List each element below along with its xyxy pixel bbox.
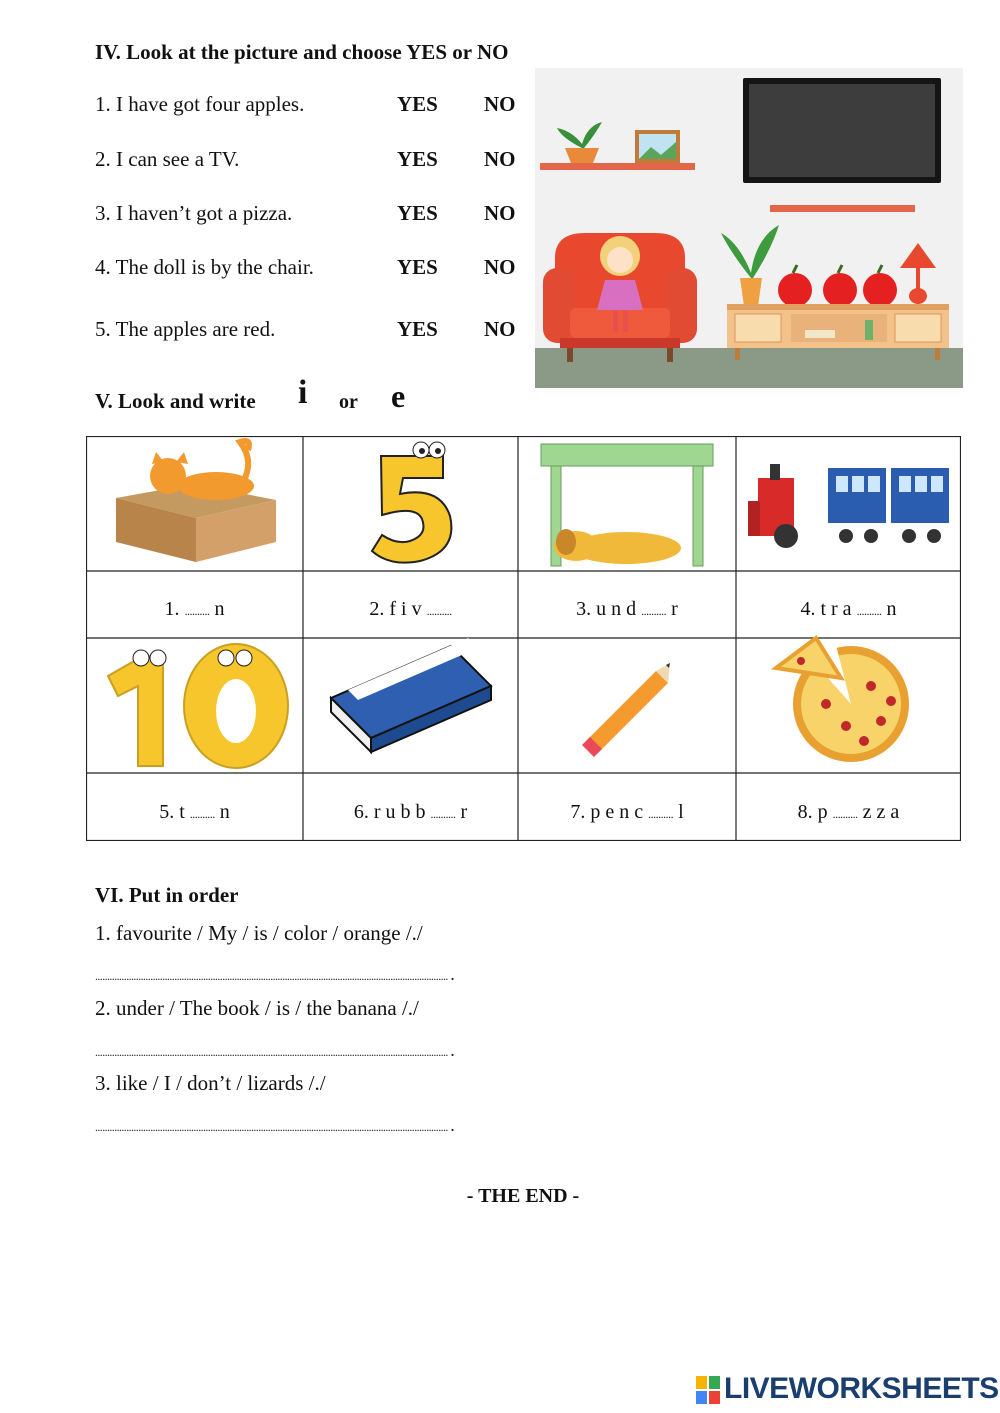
word-card-8[interactable] — [736, 801, 961, 824]
word-card-3[interactable] — [518, 598, 736, 621]
card-6-prefix: 6. r u b b — [353, 801, 426, 823]
no-option-4[interactable]: NO — [484, 255, 516, 279]
no-option-3[interactable]: NO — [484, 201, 516, 225]
train-picture — [748, 464, 949, 548]
the-end-text: - THE END - — [466, 1185, 580, 1207]
question-5: 5. The apples are red. — [95, 317, 276, 341]
no-option-2[interactable]: NO — [484, 147, 516, 171]
pencil-picture — [582, 663, 670, 757]
answer-line-1[interactable] — [95, 964, 695, 985]
word-card-5[interactable] — [86, 801, 303, 824]
word-grid — [86, 436, 961, 841]
answer-line-3[interactable] — [95, 1115, 695, 1136]
card-4-blank[interactable]: .......... — [856, 604, 882, 618]
section-5-title: V. Look and write — [95, 389, 256, 413]
card-6-suffix: r — [460, 801, 468, 823]
card-7-prefix: 7. p e n c — [570, 801, 644, 823]
order-item-3: 3. like / I / don’t / lizards /./ — [95, 1071, 326, 1095]
no-option-1[interactable]: NO — [484, 92, 516, 116]
card-6-blank[interactable]: .......... — [430, 807, 456, 821]
card-1-suffix: n — [214, 598, 225, 620]
answer-line-2-end: . — [450, 1040, 455, 1060]
card-7-suffix: l — [678, 801, 684, 823]
liveworksheets-logo — [696, 1372, 999, 1408]
word-card-1[interactable] — [86, 598, 303, 621]
letter-e: e — [391, 378, 406, 414]
dog-under-table-picture — [541, 444, 713, 566]
card-1-blank[interactable]: .......... — [184, 604, 210, 618]
order-item-1: 1. favourite / My / is / color / orange /./ — [95, 921, 423, 945]
word-card-7[interactable] — [518, 801, 736, 824]
question-2: 2. I can see a TV. — [95, 147, 240, 171]
answer-line-3-dots[interactable]: ................................................................................................................................................... — [95, 1120, 448, 1134]
card-1-prefix: 1. — [164, 598, 180, 620]
answer-line-2-dots[interactable]: ................................................................................................................................................... — [95, 1045, 448, 1059]
no-option-5[interactable]: NO — [484, 317, 516, 341]
or-word: or — [339, 391, 358, 413]
card-5-suffix: n — [219, 801, 230, 823]
question-3: 3. I haven’t got a pizza. — [95, 201, 293, 225]
card-8-prefix: 8. p — [797, 801, 828, 823]
card-7-blank[interactable]: .......... — [648, 807, 674, 821]
answer-line-1-dots[interactable]: ................................................................................................................................................... — [95, 969, 448, 983]
question-4: 4. The doll is by the chair. — [95, 255, 314, 279]
living-room-picture — [535, 68, 963, 388]
card-2-prefix: 2. f i v — [369, 598, 422, 620]
card-8-suffix: z z a — [862, 801, 900, 823]
section-4-title: IV. Look at the picture and choose YES or NO — [95, 40, 509, 64]
card-4-prefix: 4. t r a — [800, 598, 852, 620]
word-card-2[interactable] — [303, 598, 518, 621]
card-5-prefix: 5. t — [159, 801, 185, 823]
word-card-6[interactable] — [303, 801, 518, 824]
yes-option-4[interactable]: YES — [397, 255, 438, 279]
number-ten-picture — [108, 644, 288, 768]
pizza-picture — [776, 638, 909, 762]
liveworksheets-logo-icon — [696, 1376, 722, 1406]
card-8-blank[interactable]: .......... — [832, 807, 858, 821]
letter-i: i — [298, 374, 308, 411]
order-item-2: 2. under / The book / is / the banana /./ — [95, 996, 419, 1020]
card-3-blank[interactable]: .......... — [641, 604, 667, 618]
liveworksheets-logo-text: LIVEWORKSHEETS — [724, 1372, 999, 1405]
answer-line-2[interactable] — [95, 1040, 695, 1061]
answer-line-3-end: . — [450, 1115, 455, 1135]
number-five-picture — [372, 442, 451, 563]
word-card-4[interactable] — [736, 598, 961, 621]
card-3-suffix: r — [671, 598, 678, 620]
yes-option-5[interactable]: YES — [397, 317, 438, 341]
card-5-blank[interactable]: .......... — [189, 807, 215, 821]
card-2-blank[interactable]: .......... — [426, 604, 452, 618]
cat-in-box-picture — [116, 441, 276, 562]
yes-option-3[interactable]: YES — [397, 201, 438, 225]
yes-option-2[interactable]: YES — [397, 147, 438, 171]
answer-line-1-end: . — [450, 964, 455, 984]
question-1: 1. I have got four apples. — [95, 92, 305, 116]
section-6-title: VI. Put in order — [95, 883, 239, 907]
yes-option-1[interactable]: YES — [397, 92, 438, 116]
eraser-picture — [331, 638, 491, 752]
card-4-suffix: n — [886, 598, 897, 620]
card-3-prefix: 3. u n d — [576, 598, 637, 620]
